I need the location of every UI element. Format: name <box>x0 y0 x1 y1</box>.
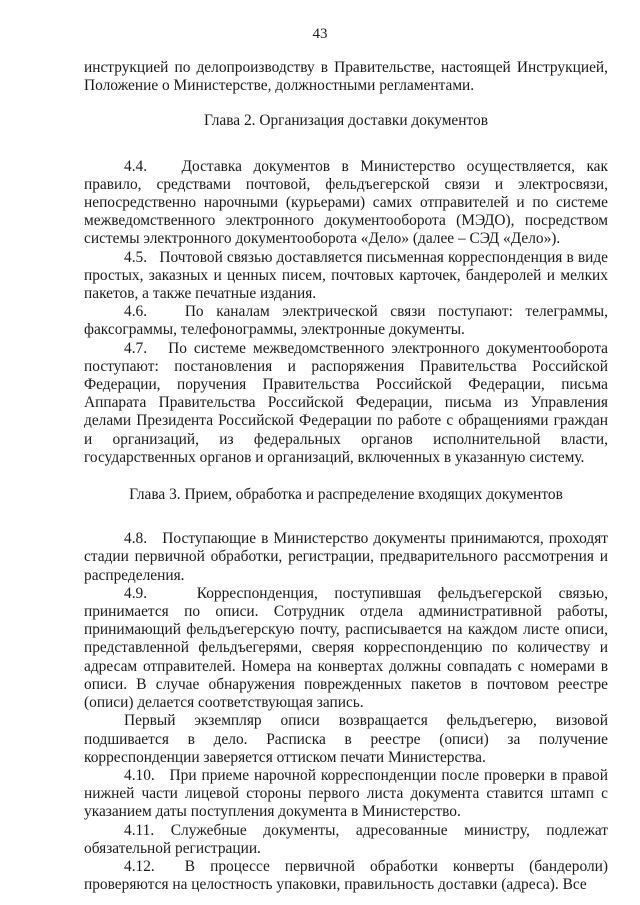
paragraph-4-7: 4.7. По системе межведомственного электронного документооборота поступают: постановления и распоряжения Правительства Российской Федерации, поручения Правительства Российской Федерации, письма Аппарата Правительства Российской Федерации, письма из Управления делами Президента Российской Федерации по работе с обращениями граждан и организаций, из федеральных органов исполнительной власти, государственных органов и организаций, включенных в указанную систему. <box>84 339 608 466</box>
paragraph-4-10: 4.10. При приеме нарочной корреспонденции после проверки в правой нижней части лицевой стороны первого листа документа ставится штамп с указанием даты поступления документа в Министерство. <box>84 766 608 821</box>
paragraph-4-6: 4.6. По каналам электрической связи поступают: телеграммы, факсограммы, телефонограммы, электронные документы. <box>84 303 608 339</box>
document-body <box>84 59 608 894</box>
chapter-2-title: Глава 2. Организация доставки документов <box>203 112 488 130</box>
chapter-3-title: Глава 3. Прием, обработка и распределение входящих документов <box>129 486 563 504</box>
paragraph-4-8: 4.8. Поступающие в Министерство документы принимаются, проходят стадии первичной обработки, регистрации, предварительного рассмотрения и распределения. <box>84 530 608 584</box>
paragraph-4-4: 4.4. Доставка документов в Министерство осуществляется, как правило, средствами почтовой, фельдъегерской связи и электросвязи, непосредственно нарочными (курьерами) самих отправителей и по системе межведомственного электронного документооборота (МЭДО), посредством системы электронного документооборота «Дело» (далее – СЭД «Дело»). <box>84 157 608 248</box>
paragraph-4-5: 4.5. Почтовой связью доставляется письменная корреспонденция в виде простых, заказных и ценных писем, почтовых карточек, бандеролей и мелких пакетов, а также печатные издания. <box>84 248 608 303</box>
paragraph-4-12: 4.12. В процессе первичной обработки конверты (бандероли) проверяются на целостность упаковки, правильность доставки (адреса). Все <box>84 857 608 894</box>
intro-paragraph: инструкцией по делопроизводству в Правительстве, настоящей Инструкцией, Положение о Министерстве, должностными регламентами. <box>84 59 608 95</box>
paragraph-4-9: 4.9. Корреспонденция, поступившая фельдъегерской связью, принимается по описи. Сотрудник отдела административной работы, принимающий фельдъегерскую почту, расписывается на каждом листе описи, представленной фельдъегерями, сверяя корреспонденцию по количеству и адресам отправителей. Номера на конвертах должны совпадать с номерами в описи. В случае обнаружения поврежденных пакетов в почтовом реестре (описи) делается соответствующая запись. <box>84 584 608 712</box>
paragraph-4-11: 4.11. Служебные документы, адресованные министру, подлежат обязательной регистрации. <box>84 821 608 857</box>
paragraph-4-9-continued: Первый экземпляр описи возвращается фельдъегерю, визовой подшивается в дело. Расписка в реестре (описи) за получение корреспонденции заверяется оттиском печати Министерства. <box>84 712 608 766</box>
page-number: 43 <box>312 26 328 42</box>
